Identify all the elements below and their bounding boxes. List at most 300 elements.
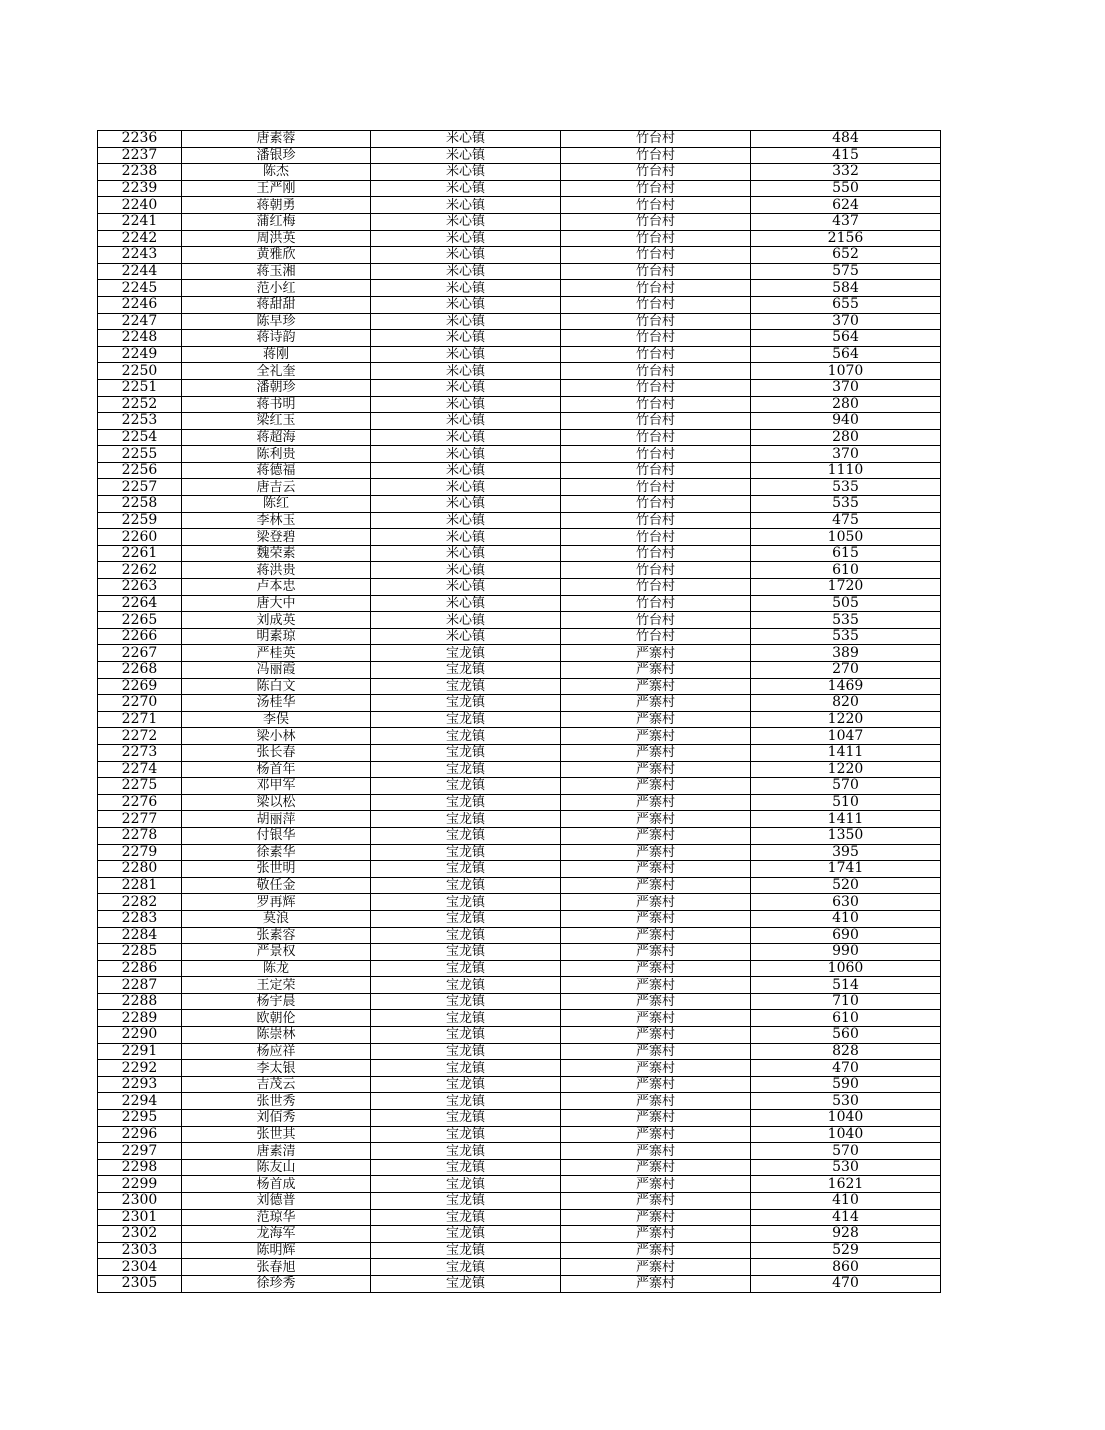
row-number-cell: 2239: [98, 180, 182, 197]
name-cell: 刘成英: [182, 612, 371, 629]
name-cell: 王严刚: [182, 180, 371, 197]
name-cell: 梁以松: [182, 794, 371, 811]
amount-cell: 520: [751, 877, 941, 894]
name-cell: 严桂英: [182, 645, 371, 662]
village-cell: 竹台村: [561, 379, 751, 396]
village-cell: 严寨村: [561, 1093, 751, 1110]
name-cell: 梁红玉: [182, 413, 371, 430]
amount-cell: 535: [751, 612, 941, 629]
village-cell: 竹台村: [561, 131, 751, 148]
town-cell: 米心镇: [371, 147, 561, 164]
amount-cell: 370: [751, 313, 941, 330]
name-cell: 杨首年: [182, 761, 371, 778]
row-number-cell: 2265: [98, 612, 182, 629]
name-cell: 严景权: [182, 944, 371, 961]
table-row: [98, 164, 941, 181]
amount-cell: 860: [751, 1259, 941, 1276]
row-number-cell: 2240: [98, 197, 182, 214]
table-row: [98, 263, 941, 280]
row-number-cell: 2283: [98, 910, 182, 927]
table-row: [98, 1193, 941, 1210]
name-cell: 周洪英: [182, 230, 371, 247]
table-row: [98, 761, 941, 778]
amount-cell: 535: [751, 496, 941, 513]
village-cell: 竹台村: [561, 164, 751, 181]
row-number-cell: 2302: [98, 1226, 182, 1243]
village-cell: 竹台村: [561, 413, 751, 430]
table-row: [98, 413, 941, 430]
name-cell: 梁登碧: [182, 529, 371, 546]
amount-cell: 584: [751, 280, 941, 297]
town-cell: 宝龙镇: [371, 761, 561, 778]
row-number-cell: 2252: [98, 396, 182, 413]
name-cell: 陈利贵: [182, 446, 371, 463]
town-cell: 米心镇: [371, 280, 561, 297]
amount-cell: 395: [751, 844, 941, 861]
town-cell: 米心镇: [371, 446, 561, 463]
town-cell: 米心镇: [371, 330, 561, 347]
amount-cell: 535: [751, 628, 941, 645]
town-cell: 米心镇: [371, 579, 561, 596]
amount-cell: 505: [751, 595, 941, 612]
amount-cell: 1411: [751, 744, 941, 761]
village-cell: 竹台村: [561, 280, 751, 297]
table-row: [98, 131, 941, 148]
village-cell: 竹台村: [561, 628, 751, 645]
village-cell: 严寨村: [561, 960, 751, 977]
table-row: [98, 977, 941, 994]
amount-cell: 415: [751, 147, 941, 164]
table-row: [98, 695, 941, 712]
row-number-cell: 2300: [98, 1193, 182, 1210]
town-cell: 宝龙镇: [371, 1076, 561, 1093]
name-cell: 李林玉: [182, 512, 371, 529]
amount-cell: 470: [751, 1275, 941, 1292]
table-row: [98, 778, 941, 795]
town-cell: 宝龙镇: [371, 695, 561, 712]
town-cell: 宝龙镇: [371, 1209, 561, 1226]
row-number-cell: 2270: [98, 695, 182, 712]
amount-cell: 1070: [751, 363, 941, 380]
town-cell: 宝龙镇: [371, 1027, 561, 1044]
village-cell: 严寨村: [561, 744, 751, 761]
amount-cell: 828: [751, 1043, 941, 1060]
village-cell: 竹台村: [561, 562, 751, 579]
amount-cell: 1741: [751, 861, 941, 878]
town-cell: 米心镇: [371, 429, 561, 446]
town-cell: 米心镇: [371, 628, 561, 645]
amount-cell: 389: [751, 645, 941, 662]
amount-cell: 514: [751, 977, 941, 994]
village-cell: 竹台村: [561, 330, 751, 347]
name-cell: 蒋超海: [182, 429, 371, 446]
amount-cell: 820: [751, 695, 941, 712]
table-row: [98, 379, 941, 396]
amount-cell: 560: [751, 1027, 941, 1044]
name-cell: 蒋刚: [182, 346, 371, 363]
village-cell: 严寨村: [561, 1143, 751, 1160]
table-row: [98, 230, 941, 247]
name-cell: 刘佰秀: [182, 1110, 371, 1127]
row-number-cell: 2256: [98, 462, 182, 479]
name-cell: 龙海军: [182, 1226, 371, 1243]
amount-cell: 655: [751, 296, 941, 313]
village-cell: 严寨村: [561, 844, 751, 861]
name-cell: 唐吉云: [182, 479, 371, 496]
table-row: [98, 479, 941, 496]
row-number-cell: 2305: [98, 1275, 182, 1292]
amount-cell: 529: [751, 1242, 941, 1259]
amount-cell: 1047: [751, 728, 941, 745]
village-cell: 严寨村: [561, 1027, 751, 1044]
name-cell: 莫浪: [182, 910, 371, 927]
town-cell: 米心镇: [371, 213, 561, 230]
village-cell: 严寨村: [561, 944, 751, 961]
village-cell: 竹台村: [561, 313, 751, 330]
town-cell: 米心镇: [371, 529, 561, 546]
town-cell: 宝龙镇: [371, 711, 561, 728]
table-row: [98, 396, 941, 413]
table-row: [98, 512, 941, 529]
town-cell: 米心镇: [371, 247, 561, 264]
amount-cell: 1220: [751, 761, 941, 778]
amount-cell: 575: [751, 263, 941, 280]
table-row: [98, 711, 941, 728]
name-cell: 杨应祥: [182, 1043, 371, 1060]
table-row: [98, 628, 941, 645]
town-cell: 宝龙镇: [371, 1143, 561, 1160]
village-cell: 竹台村: [561, 263, 751, 280]
row-number-cell: 2247: [98, 313, 182, 330]
amount-cell: 1040: [751, 1110, 941, 1127]
amount-cell: 2156: [751, 230, 941, 247]
name-cell: 胡丽萍: [182, 811, 371, 828]
town-cell: 宝龙镇: [371, 1193, 561, 1210]
table-row: [98, 1126, 941, 1143]
row-number-cell: 2269: [98, 678, 182, 695]
village-cell: 竹台村: [561, 363, 751, 380]
amount-cell: 410: [751, 910, 941, 927]
table-row: [98, 579, 941, 596]
town-cell: 宝龙镇: [371, 794, 561, 811]
amount-cell: 475: [751, 512, 941, 529]
village-cell: 严寨村: [561, 1159, 751, 1176]
table-row: [98, 993, 941, 1010]
table-row: [98, 744, 941, 761]
village-cell: 竹台村: [561, 429, 751, 446]
town-cell: 宝龙镇: [371, 728, 561, 745]
amount-cell: 332: [751, 164, 941, 181]
table-row: [98, 1275, 941, 1292]
village-cell: 严寨村: [561, 645, 751, 662]
name-cell: 唐素蓉: [182, 131, 371, 148]
town-cell: 宝龙镇: [371, 927, 561, 944]
amount-cell: 550: [751, 180, 941, 197]
village-cell: 严寨村: [561, 977, 751, 994]
village-cell: 严寨村: [561, 1242, 751, 1259]
table-row: [98, 313, 941, 330]
village-cell: 严寨村: [561, 1259, 751, 1276]
village-cell: 严寨村: [561, 894, 751, 911]
row-number-cell: 2286: [98, 960, 182, 977]
town-cell: 米心镇: [371, 496, 561, 513]
table-row: [98, 446, 941, 463]
table-row: [98, 1060, 941, 1077]
amount-cell: 570: [751, 778, 941, 795]
town-cell: 宝龙镇: [371, 1275, 561, 1292]
village-cell: 严寨村: [561, 861, 751, 878]
table-row: [98, 197, 941, 214]
amount-cell: 1350: [751, 827, 941, 844]
town-cell: 宝龙镇: [371, 960, 561, 977]
town-cell: 米心镇: [371, 296, 561, 313]
name-cell: 李太银: [182, 1060, 371, 1077]
row-number-cell: 2280: [98, 861, 182, 878]
row-number-cell: 2287: [98, 977, 182, 994]
name-cell: 吉茂云: [182, 1076, 371, 1093]
village-cell: 竹台村: [561, 496, 751, 513]
table-row: [98, 296, 941, 313]
amount-cell: 1621: [751, 1176, 941, 1193]
table-row: [98, 462, 941, 479]
row-number-cell: 2257: [98, 479, 182, 496]
name-cell: 蒋玉湘: [182, 263, 371, 280]
table-row: [98, 728, 941, 745]
village-cell: 竹台村: [561, 479, 751, 496]
amount-cell: 610: [751, 562, 941, 579]
town-cell: 米心镇: [371, 313, 561, 330]
village-cell: 严寨村: [561, 761, 751, 778]
village-cell: 竹台村: [561, 213, 751, 230]
town-cell: 米心镇: [371, 462, 561, 479]
table-row: [98, 794, 941, 811]
amount-cell: 564: [751, 330, 941, 347]
town-cell: 米心镇: [371, 180, 561, 197]
name-cell: 蒋德福: [182, 462, 371, 479]
town-cell: 米心镇: [371, 263, 561, 280]
village-cell: 严寨村: [561, 1110, 751, 1127]
town-cell: 宝龙镇: [371, 811, 561, 828]
name-cell: 全礼奎: [182, 363, 371, 380]
row-number-cell: 2264: [98, 595, 182, 612]
row-number-cell: 2242: [98, 230, 182, 247]
village-cell: 严寨村: [561, 728, 751, 745]
table-row: [98, 662, 941, 679]
town-cell: 米心镇: [371, 545, 561, 562]
amount-cell: 484: [751, 131, 941, 148]
name-cell: 张长春: [182, 744, 371, 761]
name-cell: 蒋朝勇: [182, 197, 371, 214]
town-cell: 宝龙镇: [371, 778, 561, 795]
village-cell: 竹台村: [561, 462, 751, 479]
village-cell: 严寨村: [561, 778, 751, 795]
table-row: [98, 645, 941, 662]
town-cell: 宝龙镇: [371, 1242, 561, 1259]
row-number-cell: 2274: [98, 761, 182, 778]
data-table: [97, 130, 941, 1293]
table-body: [98, 131, 941, 1293]
row-number-cell: 2236: [98, 131, 182, 148]
town-cell: 宝龙镇: [371, 662, 561, 679]
name-cell: 徐珍秀: [182, 1275, 371, 1292]
name-cell: 罗再辉: [182, 894, 371, 911]
town-cell: 宝龙镇: [371, 861, 561, 878]
amount-cell: 652: [751, 247, 941, 264]
row-number-cell: 2303: [98, 1242, 182, 1259]
row-number-cell: 2293: [98, 1076, 182, 1093]
amount-cell: 437: [751, 213, 941, 230]
town-cell: 米心镇: [371, 131, 561, 148]
town-cell: 宝龙镇: [371, 744, 561, 761]
amount-cell: 1050: [751, 529, 941, 546]
table-row: [98, 247, 941, 264]
village-cell: 严寨村: [561, 1010, 751, 1027]
village-cell: 严寨村: [561, 1209, 751, 1226]
name-cell: 潘朝珍: [182, 379, 371, 396]
name-cell: 陈龙: [182, 960, 371, 977]
name-cell: 陈明辉: [182, 1242, 371, 1259]
row-number-cell: 2245: [98, 280, 182, 297]
row-number-cell: 2268: [98, 662, 182, 679]
table-row: [98, 861, 941, 878]
town-cell: 宝龙镇: [371, 1259, 561, 1276]
table-row: [98, 1143, 941, 1160]
town-cell: 宝龙镇: [371, 844, 561, 861]
row-number-cell: 2243: [98, 247, 182, 264]
town-cell: 宝龙镇: [371, 977, 561, 994]
amount-cell: 280: [751, 429, 941, 446]
amount-cell: 630: [751, 894, 941, 911]
village-cell: 竹台村: [561, 545, 751, 562]
row-number-cell: 2299: [98, 1176, 182, 1193]
table-row: [98, 496, 941, 513]
town-cell: 宝龙镇: [371, 827, 561, 844]
town-cell: 宝龙镇: [371, 645, 561, 662]
table-row: [98, 811, 941, 828]
name-cell: 陈友山: [182, 1159, 371, 1176]
row-number-cell: 2291: [98, 1043, 182, 1060]
name-cell: 唐大中: [182, 595, 371, 612]
row-number-cell: 2251: [98, 379, 182, 396]
name-cell: 张素容: [182, 927, 371, 944]
name-cell: 潘银珍: [182, 147, 371, 164]
table-row: [98, 346, 941, 363]
row-number-cell: 2284: [98, 927, 182, 944]
name-cell: 张春旭: [182, 1259, 371, 1276]
row-number-cell: 2298: [98, 1159, 182, 1176]
table-row: [98, 180, 941, 197]
amount-cell: 1469: [751, 678, 941, 695]
row-number-cell: 2278: [98, 827, 182, 844]
table-row: [98, 1076, 941, 1093]
name-cell: 卢本忠: [182, 579, 371, 596]
town-cell: 宝龙镇: [371, 894, 561, 911]
town-cell: 米心镇: [371, 346, 561, 363]
row-number-cell: 2266: [98, 628, 182, 645]
table-row: [98, 595, 941, 612]
village-cell: 严寨村: [561, 1076, 751, 1093]
town-cell: 米心镇: [371, 595, 561, 612]
amount-cell: 1110: [751, 462, 941, 479]
table-row: [98, 910, 941, 927]
amount-cell: 564: [751, 346, 941, 363]
row-number-cell: 2288: [98, 993, 182, 1010]
amount-cell: 470: [751, 1060, 941, 1077]
name-cell: 陈红: [182, 496, 371, 513]
village-cell: 竹台村: [561, 396, 751, 413]
row-number-cell: 2277: [98, 811, 182, 828]
table-row: [98, 612, 941, 629]
row-number-cell: 2261: [98, 545, 182, 562]
town-cell: 宝龙镇: [371, 944, 561, 961]
table-row: [98, 1226, 941, 1243]
name-cell: 张世其: [182, 1126, 371, 1143]
table-row: [98, 545, 941, 562]
name-cell: 李俣: [182, 711, 371, 728]
town-cell: 宝龙镇: [371, 1093, 561, 1110]
village-cell: 严寨村: [561, 1176, 751, 1193]
name-cell: 邓甲军: [182, 778, 371, 795]
name-cell: 陈早珍: [182, 313, 371, 330]
row-number-cell: 2254: [98, 429, 182, 446]
table-row: [98, 147, 941, 164]
town-cell: 宝龙镇: [371, 678, 561, 695]
row-number-cell: 2262: [98, 562, 182, 579]
table-row: [98, 429, 941, 446]
row-number-cell: 2241: [98, 213, 182, 230]
amount-cell: 270: [751, 662, 941, 679]
row-number-cell: 2304: [98, 1259, 182, 1276]
name-cell: 黄雅欣: [182, 247, 371, 264]
name-cell: 王定荣: [182, 977, 371, 994]
town-cell: 宝龙镇: [371, 877, 561, 894]
village-cell: 竹台村: [561, 529, 751, 546]
table-row: [98, 894, 941, 911]
village-cell: 竹台村: [561, 230, 751, 247]
village-cell: 竹台村: [561, 446, 751, 463]
town-cell: 宝龙镇: [371, 1060, 561, 1077]
table-row: [98, 330, 941, 347]
name-cell: 刘德普: [182, 1193, 371, 1210]
village-cell: 严寨村: [561, 1060, 751, 1077]
name-cell: 陈杰: [182, 164, 371, 181]
town-cell: 宝龙镇: [371, 1226, 561, 1243]
name-cell: 唐素清: [182, 1143, 371, 1160]
village-cell: 严寨村: [561, 695, 751, 712]
table-row: [98, 960, 941, 977]
village-cell: 严寨村: [561, 1043, 751, 1060]
row-number-cell: 2289: [98, 1010, 182, 1027]
row-number-cell: 2279: [98, 844, 182, 861]
village-cell: 竹台村: [561, 346, 751, 363]
town-cell: 米心镇: [371, 230, 561, 247]
town-cell: 宝龙镇: [371, 1110, 561, 1127]
name-cell: 蒋诗韵: [182, 330, 371, 347]
name-cell: 徐素华: [182, 844, 371, 861]
village-cell: 严寨村: [561, 993, 751, 1010]
table-row: [98, 213, 941, 230]
town-cell: 宝龙镇: [371, 1159, 561, 1176]
name-cell: 蒋甜甜: [182, 296, 371, 313]
village-cell: 竹台村: [561, 579, 751, 596]
village-cell: 严寨村: [561, 1226, 751, 1243]
row-number-cell: 2295: [98, 1110, 182, 1127]
town-cell: 米心镇: [371, 197, 561, 214]
table-row: [98, 927, 941, 944]
row-number-cell: 2296: [98, 1126, 182, 1143]
village-cell: 严寨村: [561, 711, 751, 728]
table-row: [98, 1093, 941, 1110]
